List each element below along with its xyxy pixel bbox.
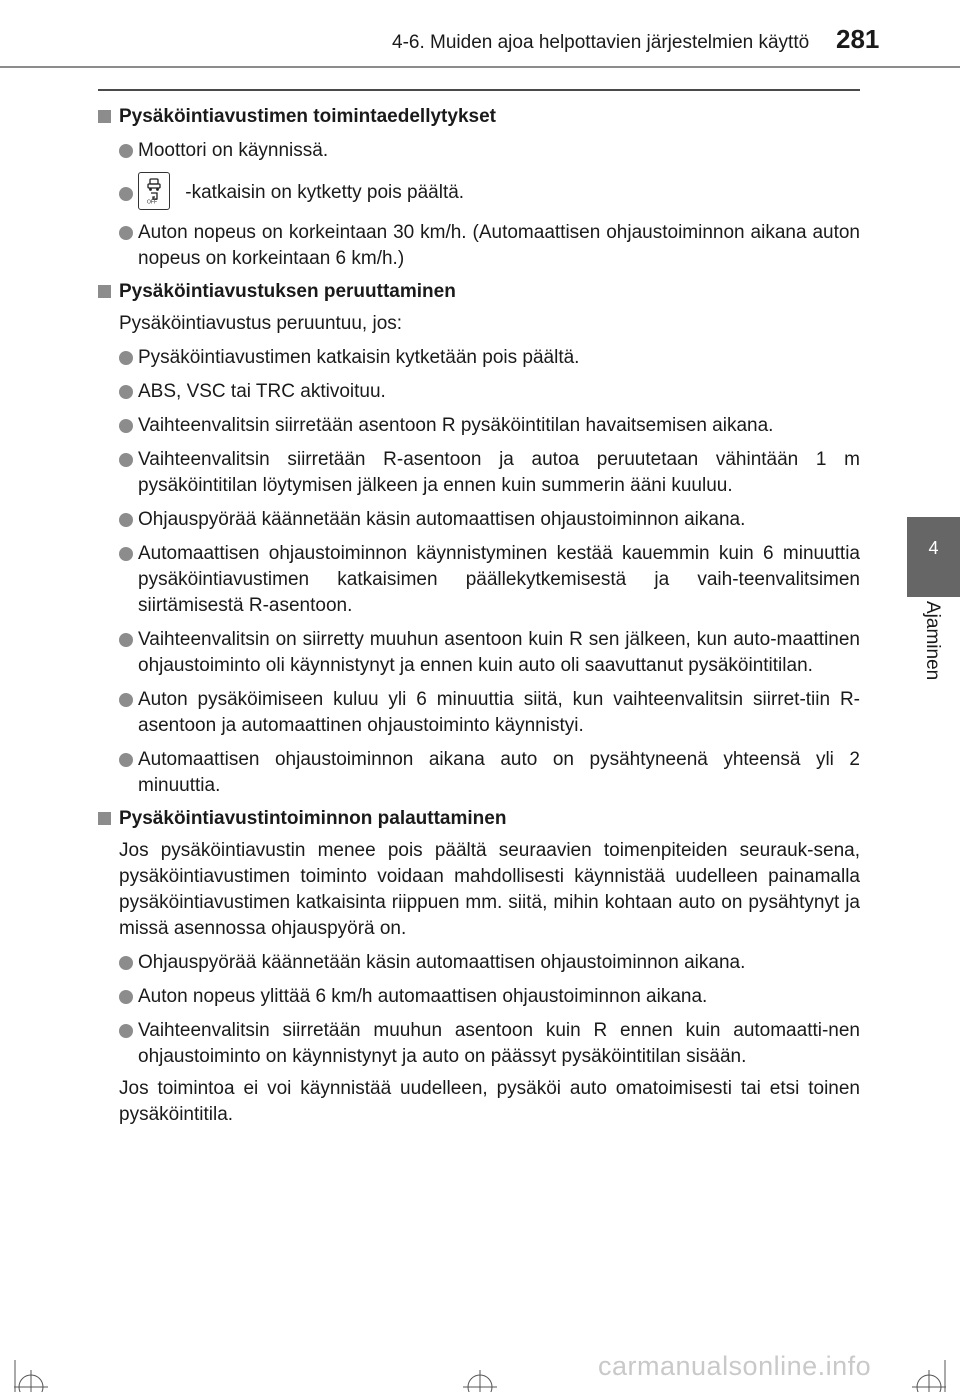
- list-item: [98, 220, 860, 272]
- bullet-icon: [119, 513, 133, 527]
- list-item: [98, 627, 860, 679]
- list-item-text: Vaihteenvalitsin siirretään R-asentoon ja autoa peruutetaan vähintään 1 m pysäköintitilan löytymisen jälkeen ja ennen kuin summerin ääni kuuluu.: [138, 449, 860, 496]
- list-item-text: Vaihteenvalitsin siirretään muuhun asentoon kuin R ennen kuin automaatti-nen ohjaustoiminto on käynnistynyt ja auto on päässyt pysäköintitilan sisään.: [138, 1020, 860, 1067]
- list-item-text: Moottori on käynnissä.: [138, 140, 329, 161]
- list-item: [98, 1018, 860, 1070]
- parking-assist-switch-icon: [138, 172, 170, 210]
- list-item: [98, 950, 860, 976]
- bullet-icon: [119, 956, 133, 970]
- bullet-icon: [119, 547, 133, 561]
- list-item-text: Automaattisen ohjaustoiminnon aikana auto on pysähtyneenä yhteensä yli 2 minuuttia.: [138, 749, 860, 796]
- list-item-text: Auton nopeus on korkeintaan 30 km/h. (Automaattisen ohjaustoiminnon aikana auton nopeus on korkeintaan 6 km/h.): [138, 222, 860, 269]
- bullet-icon: [119, 419, 133, 433]
- svg-text:OFF: OFF: [147, 199, 157, 204]
- chapter-tab-label: [907, 597, 960, 697]
- bullet-icon: [119, 187, 133, 201]
- list-item: [98, 379, 860, 405]
- list-item: [98, 174, 860, 212]
- list-item: [98, 541, 860, 619]
- list-item: [98, 345, 860, 371]
- list-item-text: Vaihteenvalitsin on siirretty muuhun asentoon kuin R sen jälkeen, kun auto-maattinen ohjaustoiminto oli käynnistynyt ja ennen kuin auto oli saavuttanut pysäköintitilan.: [138, 629, 860, 676]
- chapter-tab-number: 4: [928, 538, 939, 558]
- list-item-text: Ohjauspyörää käännetään käsin automaattisen ohjaustoiminnon aikana.: [138, 952, 746, 973]
- section-divider: [98, 89, 860, 91]
- list-item-text: Auton pysäköimiseen kuluu yli 6 minuuttia siitä, kun vaihteenvalitsin siirret-tiin R-asentoon ja automaattinen ohjaustoiminto käynnistyi.: [138, 689, 860, 736]
- page-number: 281: [836, 24, 880, 54]
- bullet-icon: [119, 693, 133, 707]
- bullet-icon: [119, 753, 133, 767]
- list-item: [98, 447, 860, 499]
- chapter-tab-label-text: Ajaminen: [922, 601, 943, 681]
- section-heading: Pysäköintiavustintoiminnon palauttaminen: [98, 806, 860, 832]
- list-item: [98, 413, 860, 439]
- list-item-text: Vaihteenvalitsin siirretään asentoon R pysäköintitilan havaitsemisen aikana.: [138, 415, 774, 436]
- bullet-icon: [119, 226, 133, 240]
- bullet-icon: [119, 385, 133, 399]
- list-item-text: ABS, VSC tai TRC aktivoituu.: [138, 381, 386, 402]
- paragraph: Pysäköintiavustus peruuntuu, jos:: [119, 313, 403, 334]
- section-heading: Pysäköintiavustuksen peruuttaminen: [98, 279, 860, 305]
- bullet-icon: [119, 351, 133, 365]
- paragraph: Jos toimintoa ei voi käynnistää uudelleen, pysäköi auto omatoimisesti tai etsi toinen pysäköintitila.: [119, 1078, 860, 1125]
- list-item-text: Auton nopeus ylittää 6 km/h automaattisen ohjaustoiminnon aikana.: [138, 986, 708, 1007]
- running-header: 4-6. Muiden ajoa helpottavien järjestelmien käyttö: [392, 32, 810, 53]
- watermark: carmanualsonline.info: [598, 1351, 872, 1381]
- bullet-icon: [119, 1024, 133, 1038]
- paragraph: Jos pysäköintiavustin menee pois päältä seuraavien toimenpiteiden seurauk-sena, pysäköintiavustimen toiminto voidaan mahdollisesti käynnistää uudelleen painamalla pysäköintiavustimen katkaisinta riippuen mm. siitä, mihin kohtaan auto on pysähtynyt ja missä asennossa ohjauspyörä on.: [119, 840, 860, 939]
- list-item-text: Automaattisen ohjaustoiminnon käynnistyminen kestää kauemmin kuin 6 minuuttia pysäköintiavustimen katkaisimen päällekytkemisestä ja vaih-teenvalitsimen siirtämisestä R-asentoon.: [138, 543, 860, 616]
- list-item: [98, 747, 860, 799]
- bullet-icon: [119, 453, 133, 467]
- list-item: [98, 507, 860, 533]
- list-item: [98, 138, 860, 164]
- page-content: [98, 97, 860, 1128]
- bullet-icon: [119, 990, 133, 1004]
- list-item-text: Ohjauspyörää käännetään käsin automaattisen ohjaustoiminnon aikana.: [138, 509, 746, 530]
- header-divider: [0, 66, 960, 68]
- list-item-text: Pysäköintiavustimen katkaisin kytketään pois päältä.: [138, 347, 580, 368]
- bullet-icon: [119, 633, 133, 647]
- list-item: [98, 687, 860, 739]
- list-item: [98, 984, 860, 1010]
- list-item-text: -katkaisin on kytketty pois päältä.: [185, 182, 465, 204]
- bullet-icon: [119, 144, 133, 158]
- section-heading: Pysäköintiavustimen toimintaedellytykset: [98, 104, 860, 130]
